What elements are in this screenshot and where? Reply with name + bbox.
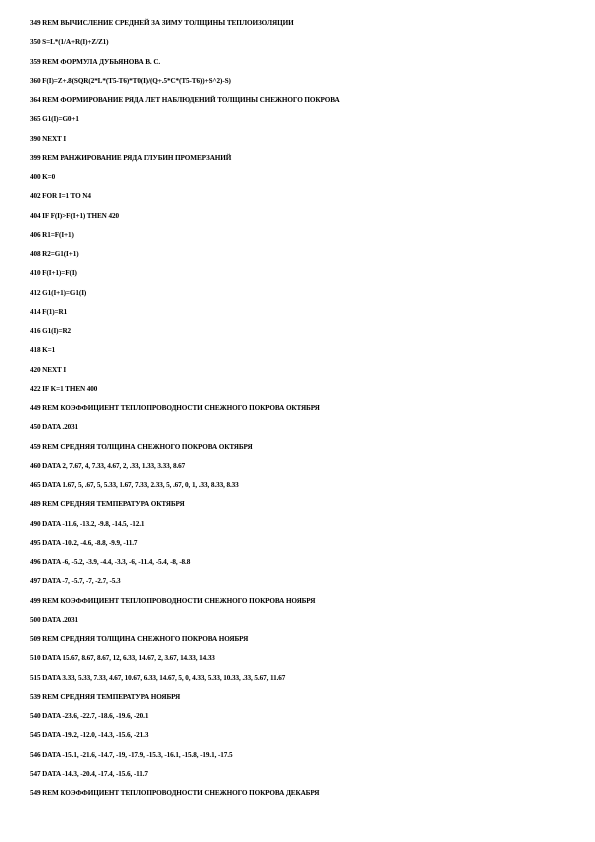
code-line: 449 REM КОЭФФИЦИЕНТ ТЕПЛОПРОВОДНОСТИ СНЕЖНОГО ПОКРОВА ОКТЯБРЯ bbox=[30, 404, 320, 412]
code-line: 360 F(I)=Z+.8(SQR(2*L*(T5-T6)*T0(I)/(Q+.5*C*(T5-T6))+S^2)-S) bbox=[30, 76, 231, 85]
code-line: 399 REM РАНЖИРОВАНИЕ РЯДА ГЛУБИН ПРОМЕРЗАНИЙ bbox=[30, 153, 232, 162]
code-line: 420 NEXT I bbox=[30, 365, 67, 374]
code-line: 359 REM ФОРМУЛА ДУБЬЯНОВА В. С. bbox=[30, 57, 161, 66]
code-line: 364 REM ФОРМИРОВАНИЕ РЯДА ЛЕТ НАБЛЮДЕНИЙ ТОЛЩИНЫ СНЕЖНОГО ПОКРОВА bbox=[30, 96, 340, 104]
code-line: 509 REM СРЕДНЯЯ ТОЛЩИНА СНЕЖНОГО ПОКРОВА НОЯБРЯ bbox=[30, 635, 249, 643]
code-line: 414 F(1)=R1 bbox=[30, 307, 68, 316]
code-line: 465 DATA 1.67, 5, .67, 5, 5.33, 1.67, 7.33, 2.33, 5, .67, 0, 1, .33, 8.33, 8.33 bbox=[30, 481, 239, 489]
code-line: 547 DATA -14.3, -20.4, -17.4, -15.6, -11.7 bbox=[30, 769, 148, 778]
code-line: 365 G1(I)=G0+1 bbox=[30, 115, 79, 124]
code-line: 549 REM КОЭФФИЦИЕНТ ТЕПЛОПРОВОДНОСТИ СНЕЖНОГО ПОКРОВА ДЕКАБРЯ bbox=[30, 789, 320, 797]
code-line: 500 DATA .2031 bbox=[30, 615, 79, 624]
code-line: 545 DATA -19.2, -12.0, -14.3, -15.6, -21.3 bbox=[30, 731, 149, 740]
code-line: 412 G1(I+1)=G1(I) bbox=[30, 288, 87, 297]
code-line: 490 DATA -11.6, -13.2, -9.8, -14.5, -12.1 bbox=[30, 519, 145, 528]
code-line: 450 DATA .2031 bbox=[30, 423, 79, 432]
code-line: 497 DATA -7, -5.7, -7, -2.7, -5.3 bbox=[30, 577, 121, 586]
code-line: 350 S=L*(1/A+R(I)+Z/Z1) bbox=[30, 38, 109, 47]
code-line: 496 DATA -6, -5.2, -3.9, -4.4, -3.3, -6, -11.4, -5.4, -8, -8.8 bbox=[30, 558, 191, 566]
code-line: 349 REM ВЫЧИСЛЕНИЕ СРЕДНЕЙ ЗА ЗИМУ ТОЛЩИНЫ ТЕПЛОИЗОЛЯЦИИ bbox=[30, 19, 294, 27]
code-line: 460 DATA 2, 7.67, 4, 7.33, 4.67, 2, .33, 1.33, 3.33, 8.67 bbox=[30, 461, 186, 470]
code-line: 404 IF F(I)>F(I+1) THEN 420 bbox=[30, 211, 119, 220]
code-line: 408 R2=G1(I+1) bbox=[30, 250, 79, 258]
code-line: 418 K=1 bbox=[30, 346, 56, 355]
code-line: 510 DATA 15.67, 8.67, 8.67, 12, 6.33, 14.67, 2, 3.67, 14.33, 14.33 bbox=[30, 654, 215, 663]
code-line: 416 G1(I)=R2 bbox=[30, 327, 72, 335]
code-line: 495 DATA -10.2, -4.6, -8.8, -9.9, -11.7 bbox=[30, 538, 138, 547]
code-line: 402 FOR I=1 TO N4 bbox=[30, 192, 91, 201]
code-line: 489 REM СРЕДНЯЯ ТЕМПЕРАТУРА ОКТЯБРЯ bbox=[30, 500, 185, 509]
code-line: 422 IF K=1 THEN 400 bbox=[30, 384, 98, 393]
code-line: 400 K=0 bbox=[30, 173, 56, 181]
code-line: 459 REM СРЕДНЯЯ ТОЛЩИНА СНЕЖНОГО ПОКРОВА ОКТЯБРЯ bbox=[30, 442, 253, 451]
code-line: 499 REM КОЭФФИЦИЕНТ ТЕПЛОПРОВОДНОСТИ СНЕЖНОГО ПОКРОВА НОЯБРЯ bbox=[30, 596, 316, 605]
code-line: 539 REM СРЕДНЯЯ ТЕМПЕРАТУРА НОЯБРЯ bbox=[30, 692, 181, 701]
code-line: 406 R1=F(I+1) bbox=[30, 230, 74, 239]
code-line: 546 DATA -15.1, -21.6, -14.7, -19, -17.9, -15.3, -16.1, -15.8, -19.1, -17.5 bbox=[30, 750, 233, 759]
code-line: 410 F(I+1)=F(I) bbox=[30, 269, 77, 278]
code-line: 515 DATA 3.33, 5.33, 7.33, 4.67, 10.67, 6.33, 14.67, 5, 0, 4.33, 5.33, 10.33, .33, 5.67, 11.67 bbox=[30, 673, 286, 682]
code-listing bbox=[30, 14, 585, 803]
code-line: 540 DATA -23.6, -22.7, -18.6, -19.6, -20.1 bbox=[30, 712, 149, 720]
code-line: 390 NEXT I bbox=[30, 134, 67, 143]
